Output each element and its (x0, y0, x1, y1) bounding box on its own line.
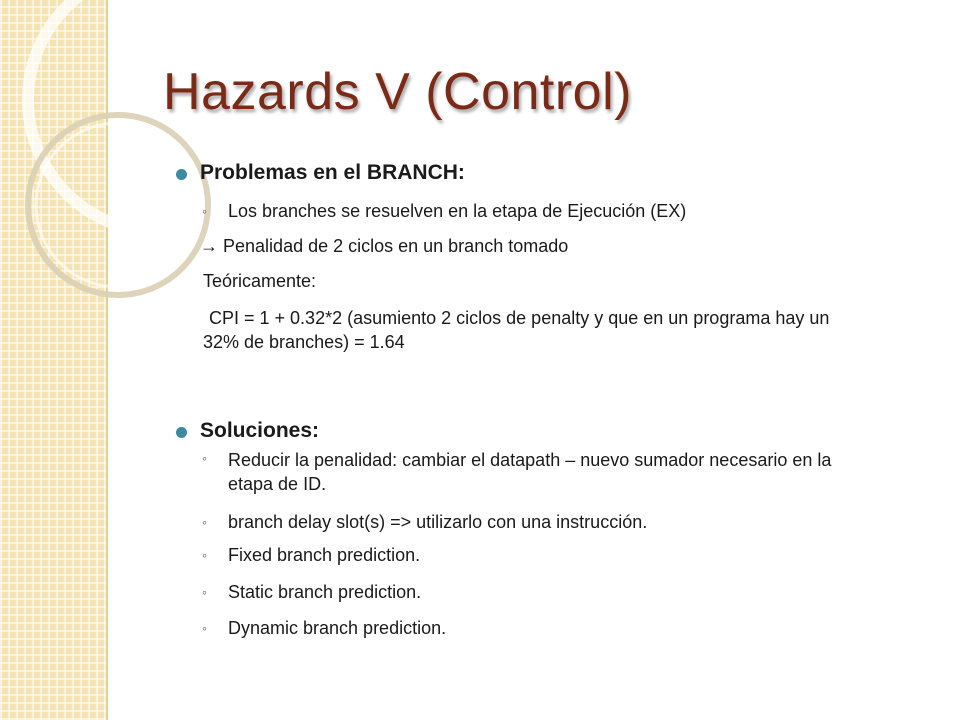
sub-bullet-circle: ◦ (202, 203, 207, 219)
item-delay-slot: branch delay slot(s) => utilizarlo con una instrucción. (228, 512, 648, 532)
sub-bullet-circle: ◦ (202, 547, 207, 563)
decorative-side-band (0, 0, 108, 720)
item-cpi-formula: CPI = 1 + 0.32*2 (asumiento 2 ciclos de penalty y que en un programa hay un 32% de branches) = 1.64 (203, 308, 830, 352)
sub-bullet-circle: ◦ (202, 584, 207, 600)
section-heading-solutions: Soluciones: (200, 419, 320, 442)
item-dynamic-prediction: Dynamic branch prediction. (228, 618, 447, 638)
sub-bullet-circle: ◦ (202, 620, 207, 636)
item-theoretically: Teóricamente: (203, 271, 317, 291)
item-fixed-prediction: Fixed branch prediction. (228, 545, 421, 565)
item-penalty: Penalidad de 2 ciclos en un branch tomado (223, 236, 569, 256)
sub-bullet-circle: ◦ (202, 450, 207, 466)
sub-bullet-circle: ◦ (202, 514, 207, 530)
item-static-prediction: Static branch prediction. (228, 582, 422, 602)
bullet-dot (176, 169, 187, 180)
item-branch-resolution: Los branches se resuelven en la etapa de Ejecución (EX) (228, 201, 687, 221)
right-arrow-icon: → (200, 236, 218, 256)
item-reduce-penalty: Reducir la penalidad: cambiar el datapath – nuevo sumador necesario en la etapa de ID. (228, 450, 832, 494)
bullet-dot (176, 427, 187, 438)
item-penalty-line (200, 236, 568, 257)
slide-title: Hazards V (Control) (163, 63, 632, 121)
section-heading-branch: Problemas en el BRANCH: (200, 161, 465, 184)
